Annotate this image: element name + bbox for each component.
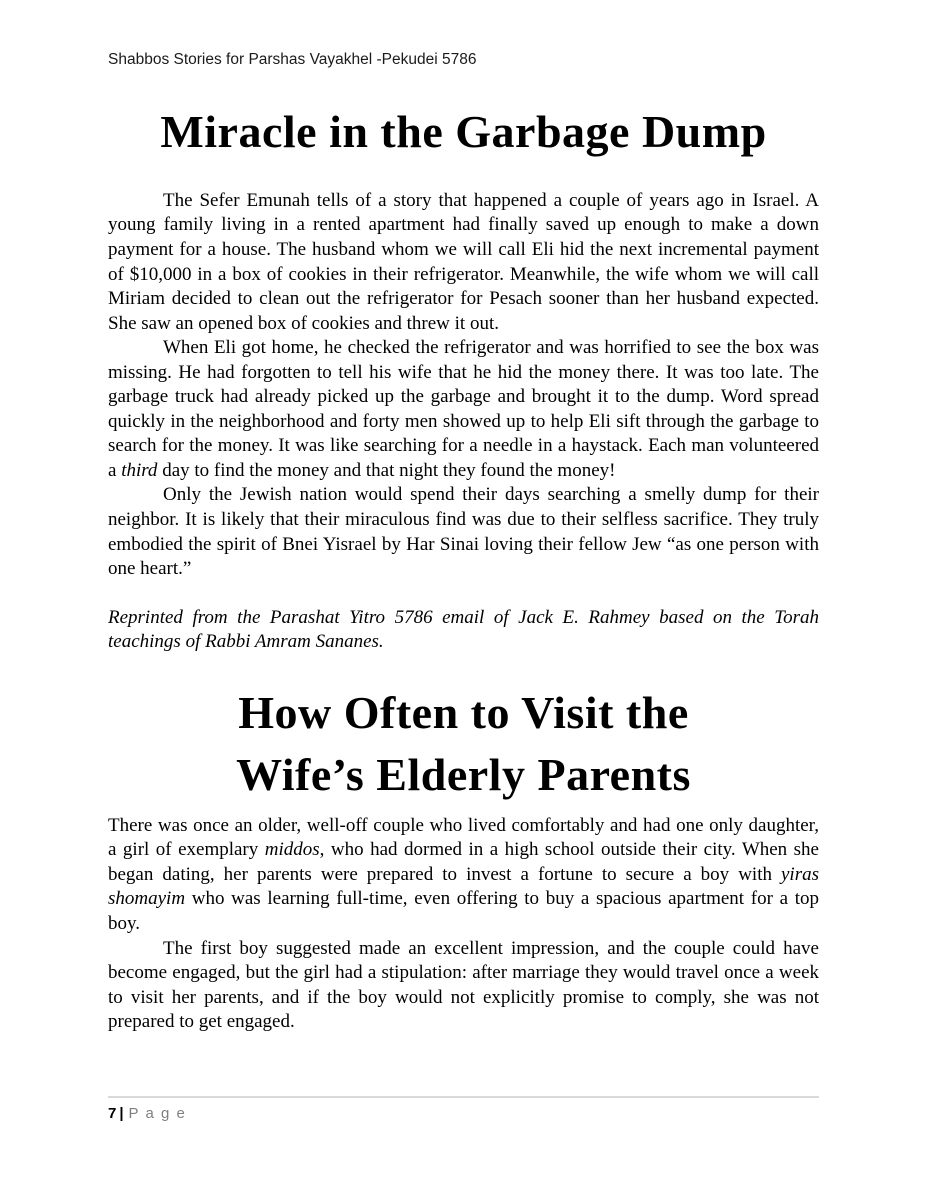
page-header: Shabbos Stories for Parshas Vayakhel -Pekudei 5786 [108,51,477,68]
article-title: How Often to Visit the Wife’s Elderly Parents [236,686,691,801]
text-run: There was once an older, well-off couple who lived comfortably and had one only daughter, a girl of exemplary [108,814,819,861]
articles [108,103,819,1035]
text-run: The Sefer Emunah tells of a story that happened a couple of years ago in Israel. A young family living in a rented apartment had finally saved up enough to make a down payment for a house. The husband whom we will call Eli hid the next incremental payment of $10,000 in a box of cookies in their refrigerator. Meanwhile, the wife whom we will call Miriam decided to clean out the refrigerator for Pesach sooner than her husband expected. She saw an opened box of cookies and threw it out. [108,189,819,334]
article [108,682,819,1035]
article-body [108,814,819,1035]
body-paragraph [108,336,819,483]
italic-text-run: third [121,459,158,481]
text-run: who was learning full-time, even offering to buy a spacious apartment for a top boy. [108,888,819,934]
footer-page-label: P a g e [128,1105,187,1122]
text-run: The first boy suggested made an excellent impression, and the couple could have become engaged, but the girl had a stipulation: after marriage they would travel once a week to visit her parents, and if the boy would not explicitly promise to comply, she was not prepared to get engaged. [108,937,819,1033]
text-run: Reprinted from the Parashat Yitro 5786 email of Jack E. Rahmey based on the Torah teachings of Rabbi Amram Sananes. [108,606,819,653]
text-run: , who had dormed in a high school outside their city. When she began dating, her parents were prepared to invest a fortune to secure a boy with [108,839,819,885]
text-run: Only the Jewish nation would spend their days searching a smelly dump for their neighbor. It is likely that their miraculous find was due to their selfless sacrifice. They truly embodied the spirit of Bnei Yisrael by Har Sinai loving their fellow Jew “as one person with one heart.” [108,484,819,580]
footer-separator: | [119,1105,124,1122]
body-paragraph [108,189,819,336]
page-number: 7 [108,1105,117,1122]
attribution-paragraph [108,606,819,655]
article-body [108,189,819,655]
text-run: When Eli got home, he checked the refrigerator and was horrified to see the box was missing. He had forgotten to tell his wife that he hid the money there. It was too late. The garbage truck had already picked up the garbage and brought it to the dump. Word spread quickly in the neighborhood and forty men showed up to help Eli sift through the garbage to search for the money. It was like searching for a needle in a haystack. Each man volunteered a [108,337,819,481]
italic-text-run: yiras shomayim [108,863,819,910]
body-paragraph [108,483,819,581]
body-paragraph [108,814,819,937]
body-paragraph [108,937,819,1035]
page-footer [108,1096,819,1122]
article [108,103,819,655]
text-run: day to find the money and that night they found the money! [157,459,616,481]
italic-text-run: middos [264,839,320,861]
article-title: Miracle in the Garbage Dump [160,106,767,157]
